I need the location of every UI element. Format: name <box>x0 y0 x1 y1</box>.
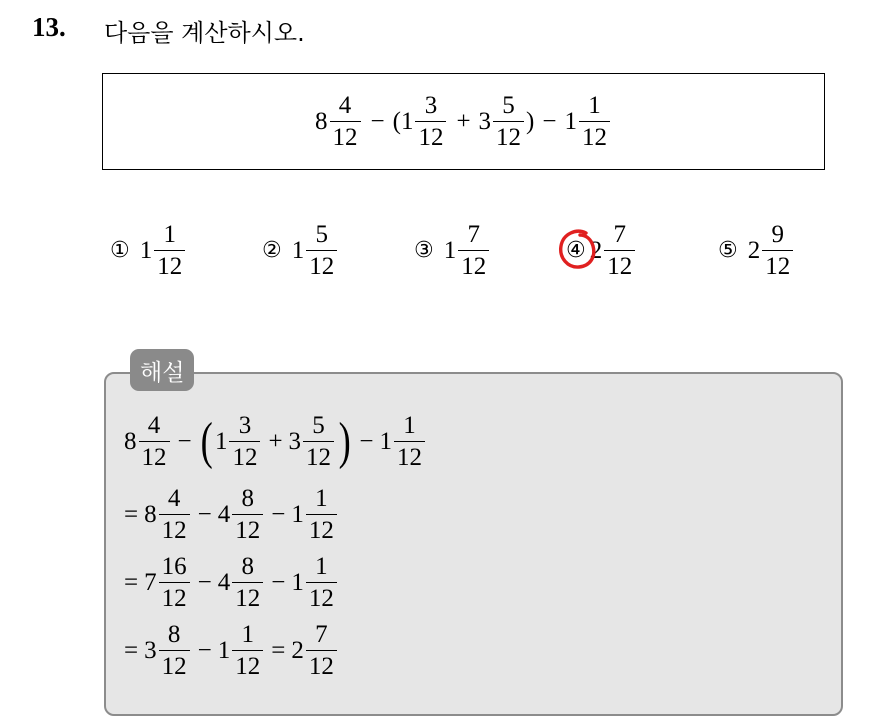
minus-sign: − <box>359 428 374 455</box>
denominator: 12 <box>306 250 337 279</box>
left-paren: ( <box>392 108 401 135</box>
right-paren: ) <box>338 412 351 470</box>
numerator: 1 <box>315 485 328 512</box>
right-paren: ) <box>526 108 535 135</box>
minus-sign: − <box>542 108 557 135</box>
choice-whole: 1 <box>291 237 305 264</box>
denominator: 12 <box>232 650 263 679</box>
whole: 3 <box>288 428 302 455</box>
explanation-tag: 해설 <box>130 349 194 391</box>
choice-whole: 1 <box>139 237 153 264</box>
equals-sign: = <box>124 637 139 664</box>
numerator: 7 <box>613 221 626 248</box>
equals-sign: = <box>124 569 139 596</box>
choice-mark <box>566 238 586 263</box>
choice-fraction <box>306 222 337 279</box>
denominator: 12 <box>229 441 260 470</box>
whole: 7 <box>144 569 157 596</box>
numerator: 1 <box>588 92 601 119</box>
fraction <box>303 413 334 470</box>
numerator: 4 <box>338 92 352 119</box>
plus-sign: + <box>268 428 283 455</box>
whole: 4 <box>217 569 231 596</box>
whole: 8 <box>124 428 137 455</box>
choice-whole: 2 <box>747 237 761 264</box>
fraction <box>306 622 337 679</box>
choice-2[interactable] <box>262 222 339 279</box>
equals-sign: = <box>124 501 139 528</box>
numerator: 8 <box>167 621 181 648</box>
denominator: 12 <box>604 250 635 279</box>
denominator: 12 <box>493 121 524 150</box>
explanation-line-3 <box>124 554 339 611</box>
choice-whole: 2 <box>589 237 603 264</box>
whole: 8 <box>144 501 157 528</box>
fraction <box>139 413 170 470</box>
denominator: 12 <box>232 514 263 543</box>
problem-whole: 3 <box>478 108 492 135</box>
fraction <box>159 622 190 679</box>
fraction <box>232 554 263 611</box>
minus-sign: − <box>271 501 286 528</box>
denominator: 12 <box>159 650 190 679</box>
numerator: 5 <box>312 412 325 439</box>
denominator: 12 <box>139 441 170 470</box>
numerator: 1 <box>403 412 416 439</box>
denominator: 12 <box>232 582 263 611</box>
minus-sign: − <box>197 501 212 528</box>
choice-mark: ③ <box>414 238 434 263</box>
left-paren: ( <box>200 412 213 470</box>
numerator: 7 <box>315 621 328 648</box>
numerator: 8 <box>241 485 254 512</box>
whole: 1 <box>214 428 228 455</box>
minus-sign: − <box>370 108 385 135</box>
numerator: 1 <box>163 221 176 248</box>
question-text: 다음을 계산하시오. <box>104 19 305 47</box>
fraction <box>159 486 190 543</box>
numerator: 5 <box>315 221 328 248</box>
numerator: 8 <box>241 553 254 580</box>
question-number: 13. <box>32 12 66 42</box>
problem-box <box>102 73 825 170</box>
denominator: 12 <box>762 250 793 279</box>
choice-fraction <box>604 222 635 279</box>
numerator: 1 <box>315 553 328 580</box>
explanation-line-2 <box>124 486 339 543</box>
problem-expression <box>315 93 612 150</box>
explanation-line-4 <box>124 622 339 679</box>
denominator: 12 <box>458 250 489 279</box>
denominator: 12 <box>159 582 190 611</box>
whole: 1 <box>291 569 304 596</box>
numerator: 5 <box>502 92 515 119</box>
fraction <box>232 622 263 679</box>
minus-sign: − <box>271 569 286 596</box>
choice-fraction <box>458 222 489 279</box>
numerator: 9 <box>771 221 784 248</box>
numerator: 4 <box>147 412 161 439</box>
choice-mark: ① <box>110 238 130 263</box>
whole: 2 <box>291 637 304 664</box>
fraction <box>232 486 263 543</box>
choice-fraction <box>762 222 793 279</box>
problem-whole: 1 <box>400 108 414 135</box>
denominator: 12 <box>303 441 334 470</box>
numerator: 4 <box>167 485 181 512</box>
problem-fraction <box>415 93 446 150</box>
denominator: 12 <box>394 441 425 470</box>
minus-sign: − <box>197 637 212 664</box>
denominator: 12 <box>306 582 337 611</box>
choice-whole: 1 <box>443 237 457 264</box>
numerator: 16 <box>161 553 187 580</box>
problem-fraction <box>579 93 610 150</box>
red-circle-mark-icon <box>556 226 600 272</box>
denominator: 12 <box>579 121 610 150</box>
choice-mark-glyph: ④ <box>566 238 586 263</box>
problem-fraction <box>493 93 524 150</box>
whole: 1 <box>379 428 392 455</box>
numerator: 3 <box>424 92 438 119</box>
whole: 1 <box>217 637 231 664</box>
problem-whole: 8 <box>315 108 328 135</box>
fraction <box>394 413 425 470</box>
choice-mark: ⑤ <box>718 238 738 263</box>
choice-3[interactable] <box>414 222 491 279</box>
numerator: 7 <box>467 221 480 248</box>
whole: 3 <box>144 637 157 664</box>
plus-sign: + <box>456 108 471 135</box>
fraction <box>159 554 190 611</box>
choice-fraction <box>154 222 185 279</box>
explanation-line-1 <box>124 413 427 470</box>
choice-4[interactable] <box>566 222 637 279</box>
minus-sign: − <box>197 569 212 596</box>
numerator: 1 <box>241 621 254 648</box>
fraction <box>306 554 337 611</box>
fraction <box>306 486 337 543</box>
choice-5[interactable] <box>718 222 795 279</box>
whole: 4 <box>217 501 231 528</box>
whole: 1 <box>291 501 304 528</box>
denominator: 12 <box>306 514 337 543</box>
denominator: 12 <box>306 650 337 679</box>
fraction <box>229 413 260 470</box>
denominator: 12 <box>415 121 446 150</box>
numerator: 3 <box>238 412 252 439</box>
choice-1[interactable] <box>110 222 187 279</box>
denominator: 12 <box>159 514 190 543</box>
minus-sign: − <box>177 428 192 455</box>
choice-mark: ② <box>262 238 282 263</box>
denominator: 12 <box>330 121 361 150</box>
problem-whole: 1 <box>564 108 577 135</box>
equals-sign: = <box>271 637 286 664</box>
denominator: 12 <box>154 250 185 279</box>
problem-fraction <box>330 93 361 150</box>
